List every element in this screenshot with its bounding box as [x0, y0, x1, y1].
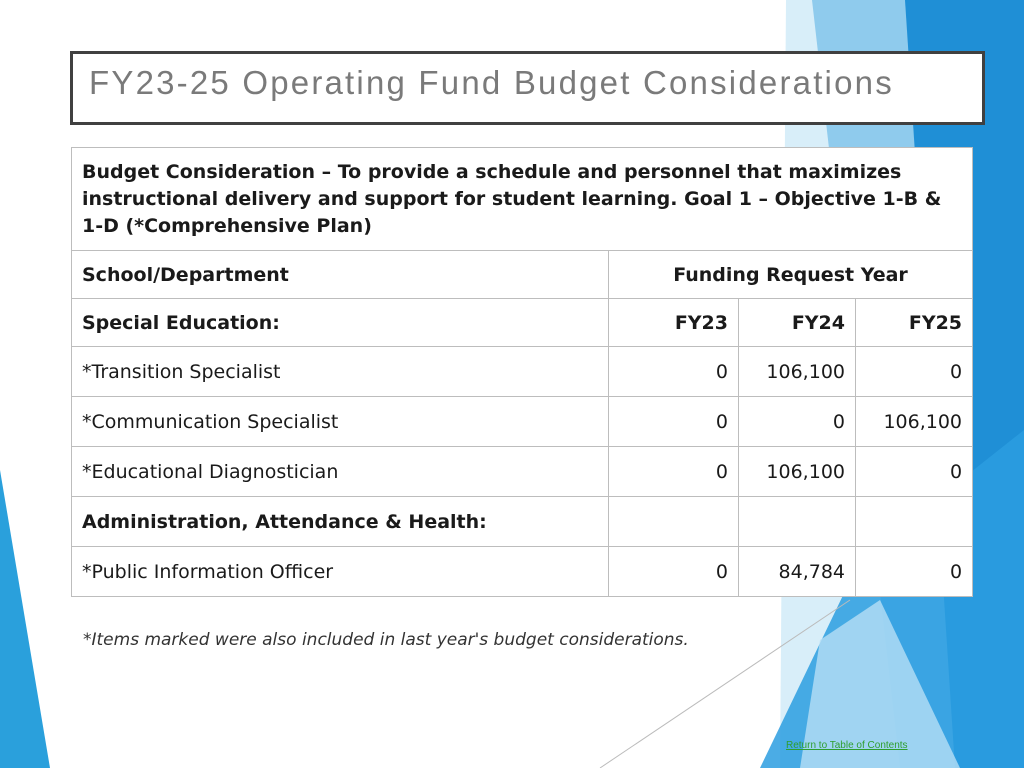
table-row — [72, 547, 973, 597]
year-label-fy23: FY23 — [609, 299, 739, 347]
value-fy24: 0 — [739, 397, 856, 447]
budget-table — [71, 147, 973, 597]
table-row — [72, 447, 973, 497]
header-row — [72, 251, 973, 299]
year-label-fy24 — [739, 497, 856, 547]
value-fy23: 0 — [609, 547, 739, 597]
section-name: Special Education: — [72, 299, 609, 347]
section-name: Administration, Attendance & Health: — [72, 497, 609, 547]
year-label-fy24: FY24 — [739, 299, 856, 347]
section-row — [72, 497, 973, 547]
year-label-fy23 — [609, 497, 739, 547]
budget-consideration-text: Budget Consideration – To provide a schedule and personnel that maximizes instructional delivery and support for student learning. Goal 1 – Objective 1-B & 1-D (*Comprehensive Plan) — [72, 148, 973, 251]
school-department-header: School/Department — [72, 251, 609, 299]
position-label: *Educational Diagnostician — [72, 447, 609, 497]
position-label: *Communication Specialist — [72, 397, 609, 447]
value-fy24: 106,100 — [739, 447, 856, 497]
value-fy23: 0 — [609, 447, 739, 497]
title-box — [70, 51, 985, 125]
consideration-row — [72, 148, 973, 251]
left-accent-shape — [0, 470, 50, 768]
funding-request-year-header: Funding Request Year — [609, 251, 973, 299]
value-fy23: 0 — [609, 347, 739, 397]
year-label-fy25 — [856, 497, 973, 547]
position-label: *Public Information Officer — [72, 547, 609, 597]
return-to-toc-link[interactable]: Return to Table of Contents — [786, 740, 908, 751]
year-label-fy25: FY25 — [856, 299, 973, 347]
table-row — [72, 347, 973, 397]
value-fy24: 106,100 — [739, 347, 856, 397]
value-fy23: 0 — [609, 397, 739, 447]
value-fy25: 0 — [856, 347, 973, 397]
value-fy25: 0 — [856, 447, 973, 497]
position-label: *Transition Specialist — [72, 347, 609, 397]
page-title: FY23-25 Operating Fund Budget Considerations — [89, 64, 894, 101]
table-row — [72, 397, 973, 447]
value-fy24: 84,784 — [739, 547, 856, 597]
section-row — [72, 299, 973, 347]
value-fy25: 106,100 — [856, 397, 973, 447]
footnote: *Items marked were also included in last year's budget considerations. — [83, 630, 689, 650]
value-fy25: 0 — [856, 547, 973, 597]
